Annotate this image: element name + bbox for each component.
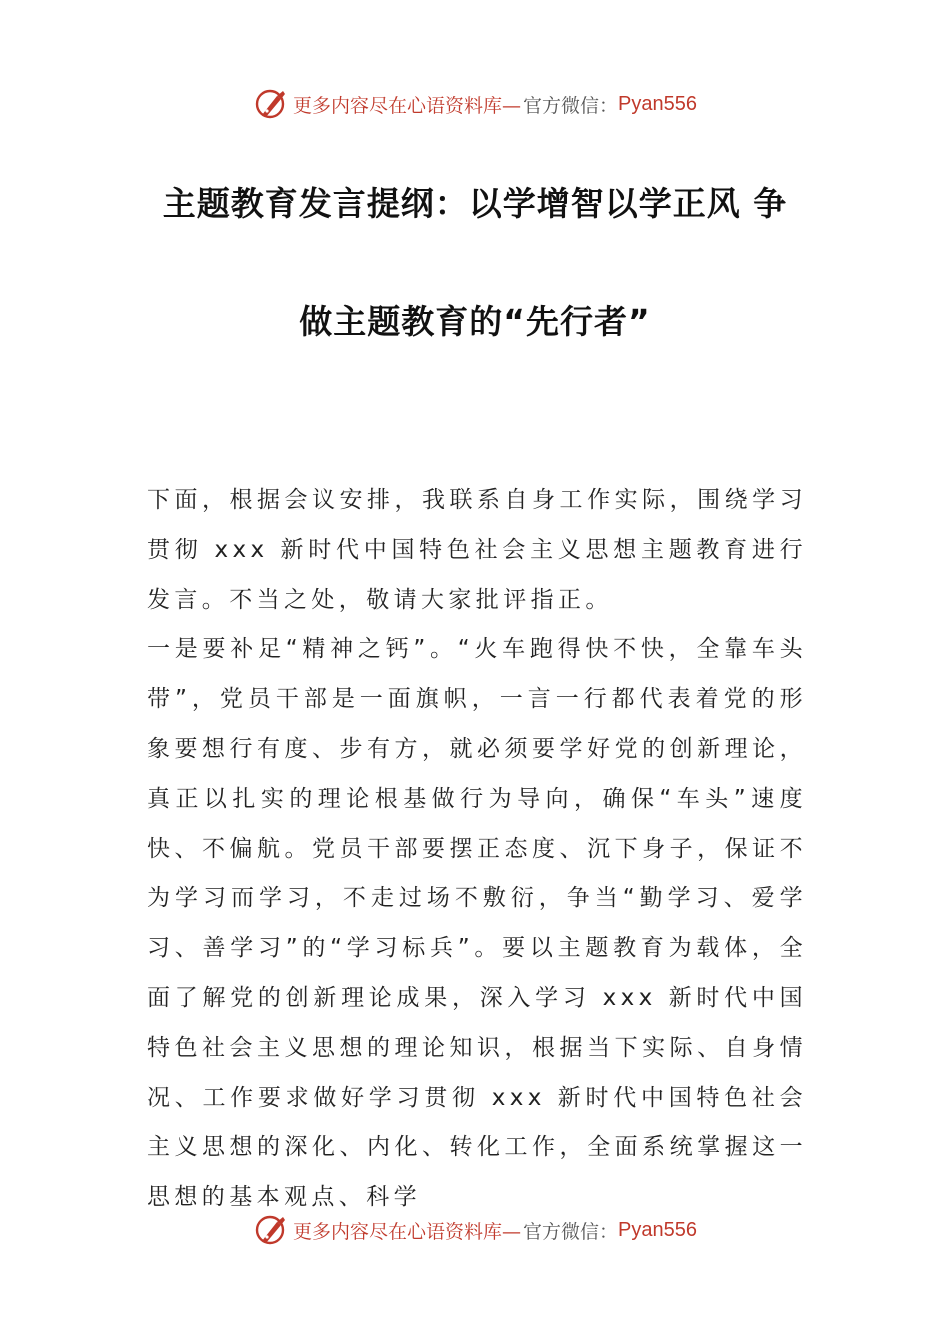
document-title-line-1: 主题教育发言提纲：以学增智以学正风 争 xyxy=(162,184,788,223)
banner-text: 更多内容尽在心语资料库— xyxy=(293,1220,522,1243)
banner-wechat-label: 官方微信： xyxy=(523,94,619,117)
document-title-line-2: 做主题教育的“先行者” xyxy=(299,302,651,341)
body-paragraph-2: 一是要补足“精神之钙”。“火车跑得快不快，全靠车头带”，党员干部是一面旗帜，一言一行都代表着党的形象要想行有度、步有方，就必须要学好党的创新理论，真正以扎实的理论根基做行为导向，确保“车头”速度快、不偏航。党员干部要摆正态度、沉下身子，保证不为学习而学习，不走过场不敷衍，争当“勤学习、爱学习、善学习”的“学习标兵”。要以主题教育为载体，全面了解党的创新理论成果，深入学习 xxx 新时代中国特色社会主义思想的理论知识，根据当下实际、自身情况、工作要求做好学习贯彻 xxx 新时代中国特色社会主义思想的深化、内化、转化工作，全面系统掌握这一思想的基本观点、科学 xyxy=(147,636,807,1211)
banner-handle: Pyan556 xyxy=(618,92,697,115)
pen-nib-logo-icon xyxy=(253,1212,289,1248)
header-banner xyxy=(0,84,950,124)
footer-banner xyxy=(0,1210,950,1250)
banner-handle: Pyan556 xyxy=(618,1218,697,1241)
document-body xyxy=(147,476,807,1223)
banner-text: 更多内容尽在心语资料库— xyxy=(293,94,522,117)
banner-wechat-label: 官方微信： xyxy=(523,1220,619,1243)
pen-nib-logo-icon xyxy=(253,86,289,122)
body-paragraph-1: 下面，根据会议安排，我联系自身工作实际，围绕学习贯彻 xxx 新时代中国特色社会主义思想主题教育进行发言。不当之处，敬请大家批评指正。 xyxy=(147,487,807,613)
